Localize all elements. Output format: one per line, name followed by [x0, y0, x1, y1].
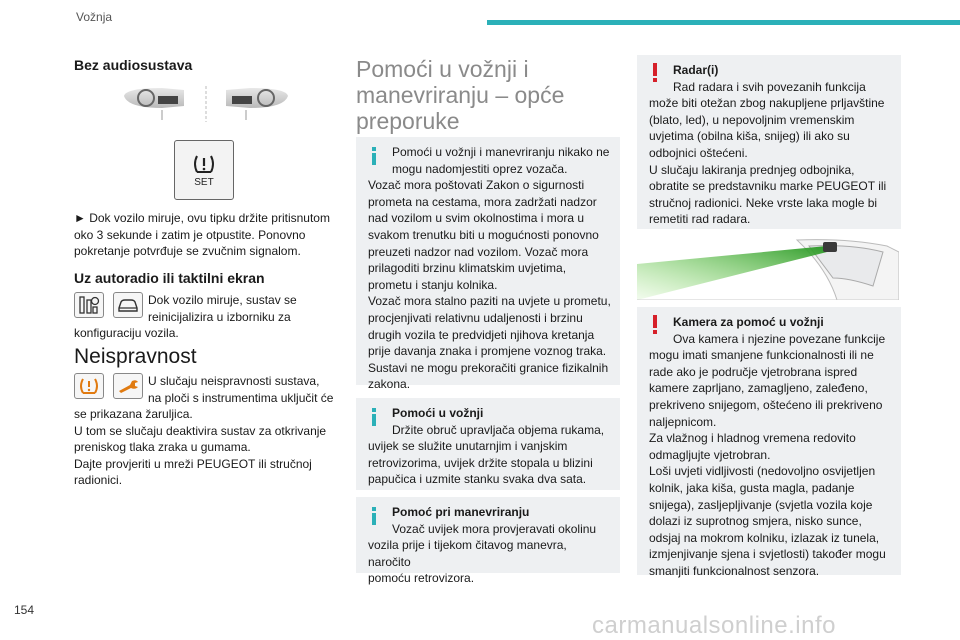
info-icon [370, 147, 378, 165]
manoeuvring-note-box: Pomoć pri manevriranju Vozač uvijek mora provjeravati okolinu vozila prije i tijekom čitavog manevra, naročito pomoću retrovizora. [356, 497, 620, 573]
neispravnost-description-cont: se prikazana žaruljica. U tom se slučaju deaktivira sustav za otkrivanje preniskog tlaka zraka u gumama. Dajte provjeriti u mreži PEUGEOT ili stručnoj radionici. [74, 407, 327, 488]
driving-aids-note-box: Pomoći u vožnji Držite obruč upravljača objema rukama, uvijek se služite unutarnjim i vanjskim retrovizorima, uvijek držite stopala u blizini papučica i uzmite stanku svaka dva sata. [356, 398, 620, 490]
info-icon [370, 507, 378, 525]
settings-menu-icon [74, 292, 104, 318]
camera-title: Kamera za pomoć u vožnji [673, 315, 824, 329]
radar-title: Radar(i) [673, 63, 719, 77]
camera-warning-box: Kamera za pomoć u vožnji Ova kamera i njezine povezane funkcije mogu imati smanjene funkcionalnosti ili ne rade ako je područje vjetrobrana ispred kamere zaprljano, zamagljeno, zaleđeno, prekriveno snijegom, oštećeno ili prekriveno naljepnicom. Za vlažnog i hladnog vremena redovito odmagljujte vjetrobran. Loši uvjeti vidljivosti (nedovoljno osvijetljen kolnik, jaka kiša, gusta magla, padanje snijega), zasljepljivanje (svjetla vozila koje dolazi iz suprotnog smjera, nisko sunce, odsjaj na mokrom kolniku, izlazak iz tunela, izmjenjivanje sjena i svjetlosti) također mogu smanjiti funkcionalnost senzora. [637, 307, 901, 575]
set-label: SET [194, 177, 214, 188]
header-section-label: Vožnja [76, 10, 113, 24]
uz-description: Dok vozilo miruje, sustav se reinicijalizira u izborniku za [148, 293, 297, 324]
bez-audiosustava-title: Bez audiosustava [74, 57, 193, 73]
warning-exclamation-icon [651, 63, 659, 83]
neispravnost-title: Neispravnost [74, 345, 197, 368]
watermark: carmanualsonline.info [592, 612, 836, 639]
page-number: 154 [14, 603, 35, 617]
uz-autoradio-title: Uz autoradio ili taktilni ekran [74, 270, 265, 286]
neispravnost-description: U slučaju neispravnosti sustava, na ploči s instrumentima uključit će [148, 374, 334, 405]
driving-aids-note-title: Pomoći u vožnji [392, 406, 484, 420]
info-icon [370, 408, 378, 426]
tyre-warning-lamp-icon [74, 373, 104, 399]
manoeuvring-note-title: Pomoć pri manevriranju [392, 505, 530, 519]
windscreen-camera-illustration [637, 238, 899, 300]
tyre-pressure-warning-icon [191, 152, 217, 176]
section-title-driving-aids: Pomoći u vožnji i manevriranju – opće preporuke [356, 56, 565, 134]
tpms-set-button[interactable] [174, 140, 234, 200]
steering-wheel-buttons-illustration [122, 82, 290, 124]
vehicle-settings-icon [113, 292, 143, 318]
uz-description-cont: konfiguraciju vozila. [74, 326, 179, 340]
general-note-box: Pomoći u vožnji i manevriranju nikako ne mogu nadomjestiti oprez vozača. Vozač mora poštovati Zakon o sigurnosti prometa na cestama, mora zadržati nadzor nad vozilom u svim okolnostima i mora u svakom trenutku biti u mogućnosti ponovno preuzeti nadzor nad vozilom. Vozač mora prilagoditi brzinu klimatskim uvjetima, prometu i stanju kolnika. Vozač mora stalno paziti na uvjete u prometu, procjenjivati relativnu udaljenosti i brzinu drugih vozila te predvidjeti njihova kretanja prije davanja znaka i promjene voznog traka. Sustavi ne mogu prekoračiti granice fizikalnih zakona. [356, 137, 620, 385]
warning-exclamation-icon [651, 315, 659, 335]
header-accent-bar [487, 20, 960, 25]
bez-instruction: ► Dok vozilo miruje, ovu tipku držite pritisnutom oko 3 sekunde i zatim je otpustite. Ponovno pokretanje potvrđuje se zvučnim signalom. [74, 211, 330, 259]
radar-warning-box: Radar(i) Rad radara i svih povezanih funkcija može biti otežan zbog nakupljene prljavštine (blato, led), u nepovoljnim vremenskim uvjetima (obilna kiša, snijeg) ili ako su odbojnici oštećeni. U slučaju lakiranja prednjeg odbojnika, obratite se predstavniku marke PEUGEOT ili stručnoj radionici. Neke vrste laka mogle bi remetiti rad radara. [637, 55, 901, 229]
service-wrench-icon [113, 373, 143, 399]
